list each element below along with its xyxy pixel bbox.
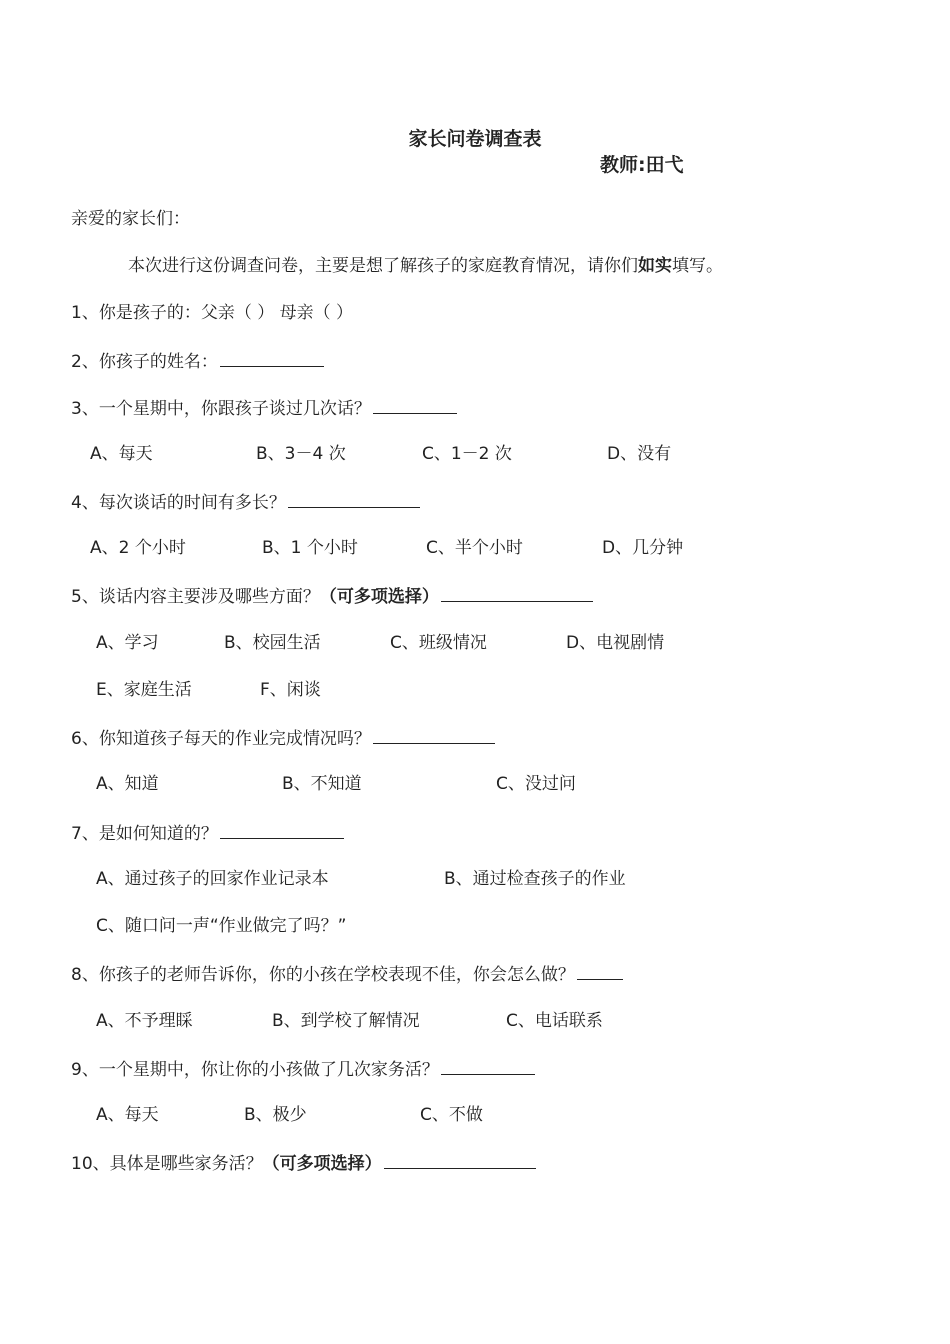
option-7c: C、随口问一声“作业做完了吗？” xyxy=(96,916,347,936)
question-2 xyxy=(71,348,324,374)
question-7-text: 7、是如何知道的？ xyxy=(71,824,218,844)
option-8b: B、到学校了解情况 xyxy=(272,1011,420,1031)
option-5b: B、校园生活 xyxy=(224,633,321,653)
option-9b: B、极少 xyxy=(244,1105,307,1125)
option-3d: D、没有 xyxy=(607,444,672,464)
answer-blank-9[interactable] xyxy=(441,1056,535,1075)
question-3-text: 3、一个星期中，你跟孩子谈过几次话？ xyxy=(71,399,371,419)
answer-blank-2[interactable] xyxy=(220,348,324,367)
option-4b: B、1 个小时 xyxy=(262,538,358,558)
question-6 xyxy=(71,725,495,751)
greeting: 亲爱的家长们： xyxy=(71,209,190,229)
question-4-text: 4、每次谈话的时间有多长？ xyxy=(71,493,286,513)
option-4c: C、半个小时 xyxy=(426,538,523,558)
answer-blank-5[interactable] xyxy=(441,583,593,602)
option-5a: A、学习 xyxy=(96,633,159,653)
option-3a: A、每天 xyxy=(90,444,153,464)
option-6c: C、没过问 xyxy=(496,774,576,794)
intro-paragraph xyxy=(128,254,723,278)
question-5 xyxy=(71,583,593,609)
option-8c: C、电话联系 xyxy=(506,1011,603,1031)
option-6a: A、知道 xyxy=(96,774,159,794)
option-9c: C、不做 xyxy=(420,1105,483,1125)
question-4 xyxy=(71,489,420,515)
document-title: 家长问卷调查表 xyxy=(408,128,542,150)
teacher-name: 教师:田弋 xyxy=(600,154,684,176)
question-7 xyxy=(71,820,344,846)
answer-blank-8[interactable] xyxy=(577,961,623,980)
question-5-text: 5、谈话内容主要涉及哪些方面？ xyxy=(71,587,320,607)
option-3c: C、1－2 次 xyxy=(422,444,512,464)
question-10-text: 10、具体是哪些家务活？ xyxy=(71,1154,263,1174)
multi-select-note-5: （可多项选择） xyxy=(319,587,439,607)
answer-blank-7[interactable] xyxy=(220,820,344,839)
intro-emphasis: 如实 xyxy=(638,256,672,276)
question-9-text: 9、一个星期中，你让你的小孩做了几次家务活？ xyxy=(71,1060,439,1080)
question-2-text: 2、你孩子的姓名： xyxy=(71,352,218,372)
intro-text-end: 填写。 xyxy=(672,256,723,276)
question-6-text: 6、你知道孩子每天的作业完成情况吗？ xyxy=(71,729,371,749)
question-9 xyxy=(71,1056,535,1082)
question-8 xyxy=(71,961,623,987)
question-1 xyxy=(71,301,353,325)
intro-text: 本次进行这份调查问卷，主要是想了解孩子的家庭教育情况，请你们 xyxy=(128,256,638,276)
option-5f: F、闲谈 xyxy=(260,680,321,700)
option-4a: A、2 个小时 xyxy=(90,538,186,558)
option-7a: A、通过孩子的回家作业记录本 xyxy=(96,869,329,889)
option-5e: E、家庭生活 xyxy=(96,680,192,700)
question-1-text: 1、你是孩子的：父亲（ ） 母亲（ ） xyxy=(71,303,354,323)
option-3b: B、3－4 次 xyxy=(256,444,346,464)
question-10 xyxy=(71,1150,536,1176)
answer-blank-3[interactable] xyxy=(373,395,457,414)
question-3 xyxy=(71,395,457,421)
answer-blank-4[interactable] xyxy=(288,489,420,508)
multi-select-note-10: （可多项选择） xyxy=(262,1154,382,1174)
answer-blank-6[interactable] xyxy=(373,725,495,744)
option-5c: C、班级情况 xyxy=(390,633,487,653)
option-4d: D、几分钟 xyxy=(602,538,684,558)
answer-blank-10[interactable] xyxy=(384,1150,536,1169)
option-7b: B、通过检查孩子的作业 xyxy=(444,869,626,889)
question-8-text: 8、你孩子的老师告诉你，你的小孩在学校表现不佳，你会怎么做？ xyxy=(71,965,575,985)
option-8a: A、不予理睬 xyxy=(96,1011,193,1031)
option-6b: B、不知道 xyxy=(282,774,362,794)
option-5d: D、电视剧情 xyxy=(566,633,665,653)
option-9a: A、每天 xyxy=(96,1105,159,1125)
